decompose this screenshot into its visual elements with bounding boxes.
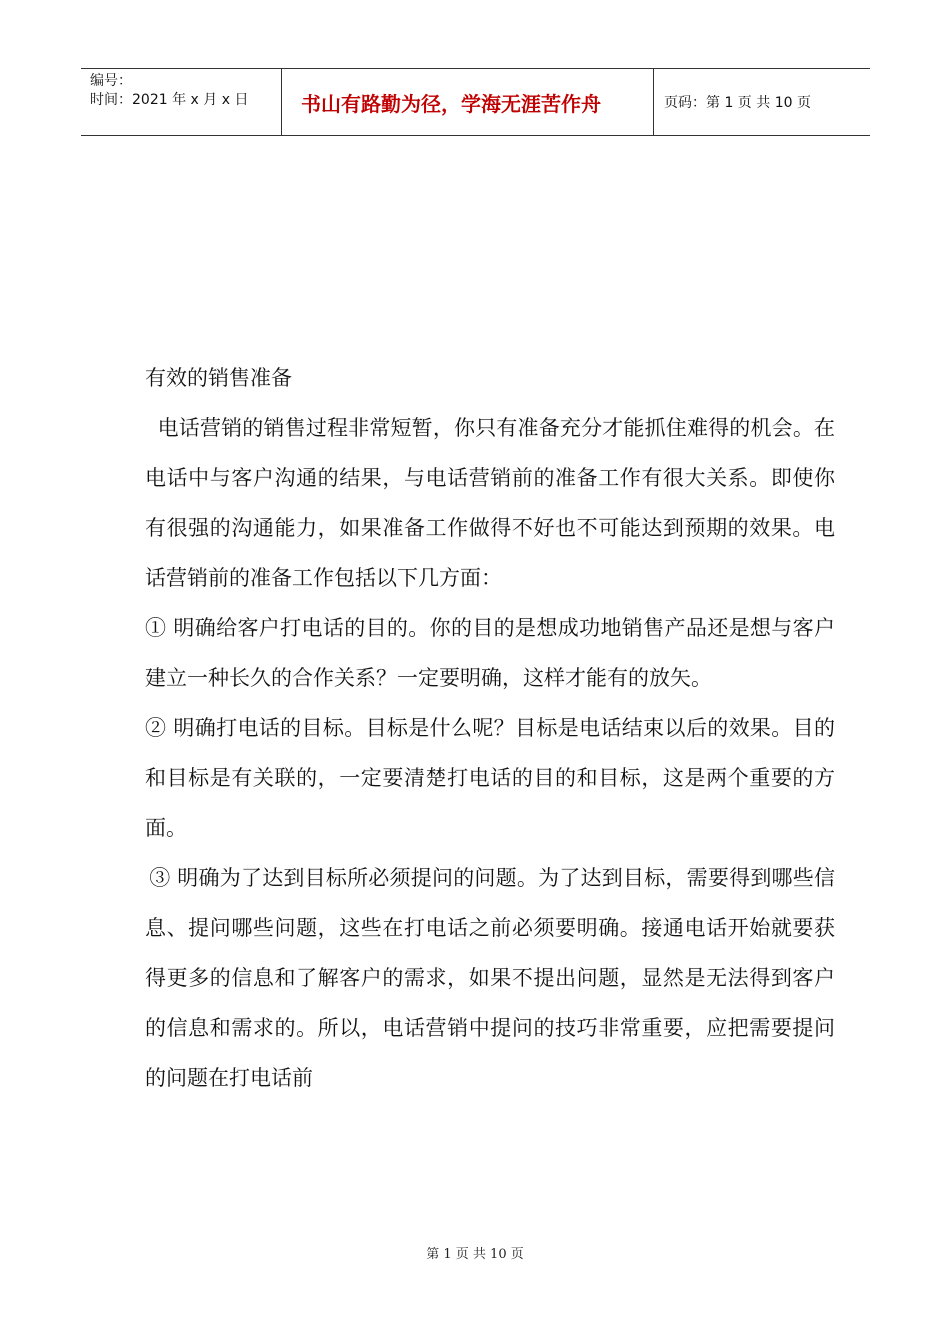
header-page-info: 页码：第 1 页 共 10 页	[664, 95, 811, 111]
page-header	[81, 68, 870, 136]
paragraph-point-3: ③ 明确为了达到目标所必须提问的问题。为了达到目标，需要得到哪些信息、提问哪些问题，这些在打电话之前必须要明确。接通电话开始就要获得更多的信息和了解客户的需求，如果不提出问题，显然是无法得到客户的信息和需求的。所以，电话营销中提问的技巧非常重要，应把需要提问的问题在打电话前	[145, 866, 835, 1090]
document-body	[145, 353, 835, 1103]
header-motto-cell	[282, 69, 654, 135]
header-page-cell	[654, 69, 870, 135]
paragraph-point-2: ② 明确打电话的目标。目标是什么呢？目标是电话结束以后的效果。目的和目标是有关联的，一定要清楚打电话的目的和目标，这是两个重要的方面。	[145, 716, 835, 840]
header-meta-cell	[81, 69, 282, 135]
document-date: 时间：2021 年 x 月 x 日	[90, 92, 249, 108]
paragraph-point-1: ① 明确给客户打电话的目的。你的目的是想成功地销售产品还是想与客户建立一种长久的合作关系？一定要明确，这样才能有的放矢。	[145, 616, 835, 690]
document-number-label: 编号：	[90, 73, 132, 89]
document-title: 有效的销售准备	[145, 366, 292, 390]
header-motto: 书山有路勤为径，学海无涯苦作舟	[301, 92, 601, 116]
page-footer: 第 1 页 共 10 页	[426, 1247, 524, 1262]
paragraph-intro: 电话营销的销售过程非常短暂，你只有准备充分才能抓住难得的机会。在电话中与客户沟通的结果，与电话营销前的准备工作有很大关系。即使你有很强的沟通能力，如果准备工作做得不好也不可能达到预期的效果。电话营销前的准备工作包括以下几方面：	[145, 416, 835, 590]
